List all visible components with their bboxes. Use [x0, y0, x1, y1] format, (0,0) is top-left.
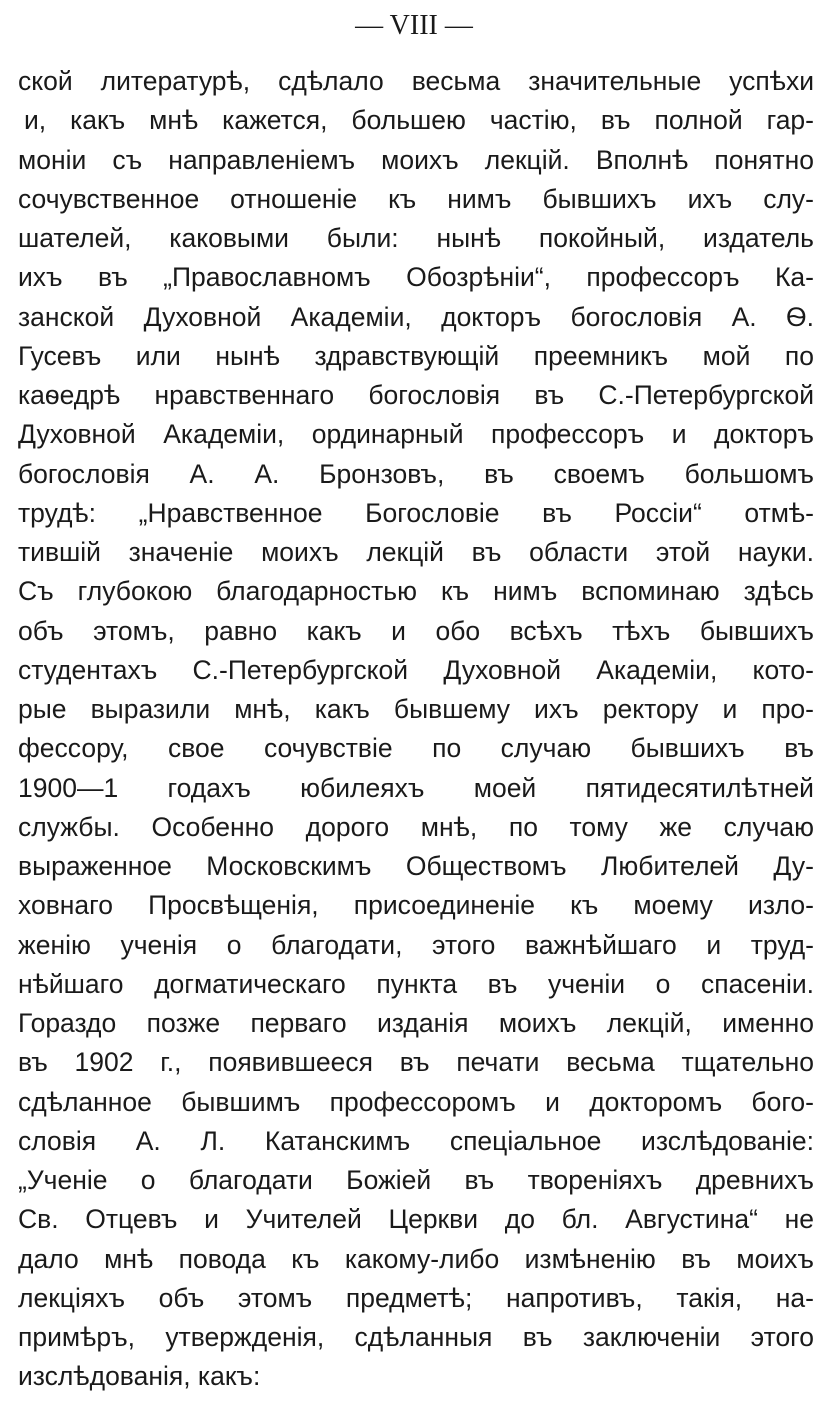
text-line: моніи съ направленіемъ моихъ лекцій. Вполнѣ понятно [18, 144, 814, 175]
text-line: сдѣланное бывшимъ профессоромъ и докторомъ бого- [18, 1086, 814, 1117]
text-line: дало мнѣ повода къ какому-либо измѣненію въ моихъ [18, 1243, 814, 1274]
text-line: Гораздо позже перваго изданія моихъ лекцій, именно [18, 1008, 814, 1038]
text-line: объ этомъ, равно какъ и обо всѣхъ тѣхъ бывшихъ [18, 615, 814, 646]
text-line: Съ глубокою благодарностью къ нимъ вспоминаю здѣсь [18, 576, 814, 607]
text-line: Св. Отцевъ и Учителей Церкви до бл. Августина“ не [18, 1204, 814, 1235]
text-line: ховнаго Просвѣщенія, присоединеніе къ моему изло- [18, 890, 814, 921]
text-line: студентахъ С.-Петербургской Духовной Академіи, кото- [18, 654, 814, 685]
text-line: службы. Особенно дорого мнѣ, по тому же случаю [18, 811, 814, 842]
text-line: занской Духовной Академіи, докторъ богословія А. Ѳ. [18, 301, 814, 332]
text-line: словія А. Л. Катанскимъ спеціальное изслѣдованіе: [18, 1125, 814, 1156]
page-body-text [18, 62, 814, 1397]
text-line: рые выразили мнѣ, какъ бывшему ихъ ректору и про- [18, 694, 814, 724]
text-line: Духовной Академіи, ординарный профессоръ и докторъ [18, 419, 814, 450]
text-line: и, какъ мнѣ кажется, большею частію, въ полной гар- [24, 105, 814, 136]
text-line: ской литературѣ, сдѣлало весьма значительные успѣхи [18, 66, 814, 96]
text-line: нѣйшаго догматическаго пункта въ ученіи о спасеніи. [18, 968, 814, 999]
text-line: лекціяхъ объ этомъ предметѣ; напротивъ, такія, на- [18, 1282, 814, 1313]
text-line: 1900—1 годахъ юбилеяхъ моей пятидесятилѣтней [18, 772, 814, 803]
text-line: фессору, свое сочувствіе по случаю бывшихъ въ [18, 733, 814, 764]
text-line: шателей, каковыми были: нынѣ покойный, издатель [18, 223, 814, 253]
text-line: ихъ въ „Православномъ Обозрѣніи“, профессоръ Ка- [18, 262, 814, 293]
page-number-header: — VIII — [355, 10, 473, 41]
text-line: женію ученія о благодати, этого важнѣйшаго и труд- [18, 929, 814, 960]
text-line: въ 1902 г., появившееся въ печати весьма тщательно [18, 1047, 814, 1078]
text-line: Гусевъ или нынѣ здравствующій преемникъ мой по [18, 340, 814, 371]
text-line: выраженное Московскимъ Обществомъ Любителей Ду- [18, 851, 814, 881]
text-line: „Ученіе о благодати Божіей въ твореніяхъ древнихъ [18, 1165, 814, 1195]
text-line: сочувственное отношеніе къ нимъ бывшихъ ихъ слу- [18, 183, 814, 214]
text-line: примѣръ, утвержденія, сдѣланныя въ заключеніи этого [18, 1322, 814, 1352]
text-line: богословія А. А. Бронзовъ, въ своемъ большомъ [18, 458, 814, 489]
text-line: каѳедрѣ нравственнаго богословія въ С.-Петербургской [18, 380, 814, 410]
text-line: изслѣдованія, какъ: [18, 1361, 261, 1392]
text-line: тившій значеніе моихъ лекцій въ области этой науки. [18, 537, 814, 567]
text-line: трудѣ: „Нравственное Богословіе въ Россіи“ отмѣ- [18, 497, 814, 528]
